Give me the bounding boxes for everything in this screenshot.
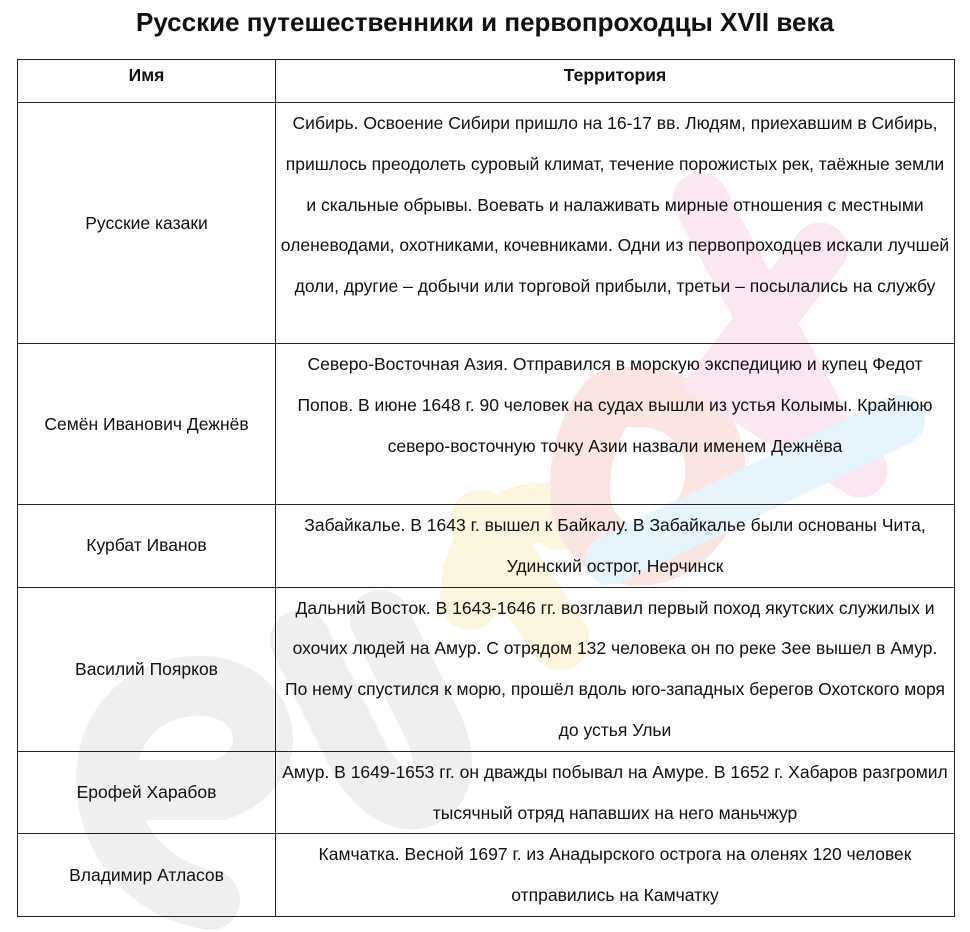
table-row [18,834,955,917]
cell-name: Владимир Атласов [18,834,276,917]
page-title: Русские путешественники и первопроходцы XVII века [136,7,834,37]
cell-name: Василий Поярков [18,587,276,751]
cell-territory: Северо-Восточная Азия. Отправился в морскую экспедицию и купец Федот Попов. В июне 1648 г. 90 человек на судах вышли из устья Колымы. Крайнюю северо-восточную точку Азии назвали именем Дежнёва [276,344,955,505]
cell-name: Русские казаки [18,103,276,344]
table-row [18,103,955,344]
cell-name: Семён Иванович Дежнёв [18,344,276,505]
column-header-territory: Территория [276,60,955,103]
table-row [18,505,955,588]
table-row [18,344,955,505]
cell-name: Ерофей Харабов [18,751,276,834]
cell-name: Курбат Иванов [18,505,276,588]
cell-territory: Дальний Восток. В 1643-1646 гг. возглавил первый поход якутских служилых и охочих людей на Амур. С отрядом 132 человека он по реке Зее вышел в Амур. По нему спустился к морю, прошёл вдоль юго-западных берегов Охотского моря до устья Ульи [276,587,955,751]
cell-territory: Камчатка. Весной 1697 г. из Анадырского острога на оленях 120 человек отправились на Камчатку [276,834,955,917]
table-row [18,587,955,751]
explorers-table [17,59,955,917]
cell-territory: Забайкалье. В 1643 г. вышел к Байкалу. В Забайкалье были основаны Чита, Удинский острог, Нерчинск [276,505,955,588]
column-header-name: Имя [18,60,276,103]
table-row [18,751,955,834]
table-header-row [18,60,955,103]
cell-territory: Сибирь. Освоение Сибири пришло на 16-17 вв. Людям, приехавшим в Сибирь, пришлось преодолеть суровый климат, течение порожистых рек, таёжные земли и скальные обрывы. Воевать и налаживать мирные отношения с местными оленеводами, охотниками, кочевниками. Одни из первопроходцев искали лучшей доли, другие – добычи или торговой прибыли, третьи – посылались на службу [276,103,955,344]
cell-territory: Амур. В 1649-1653 гг. он дважды побывал на Амуре. В 1652 г. Хабаров разгромил тысячный отряд напавших на него маньчжур [276,751,955,834]
